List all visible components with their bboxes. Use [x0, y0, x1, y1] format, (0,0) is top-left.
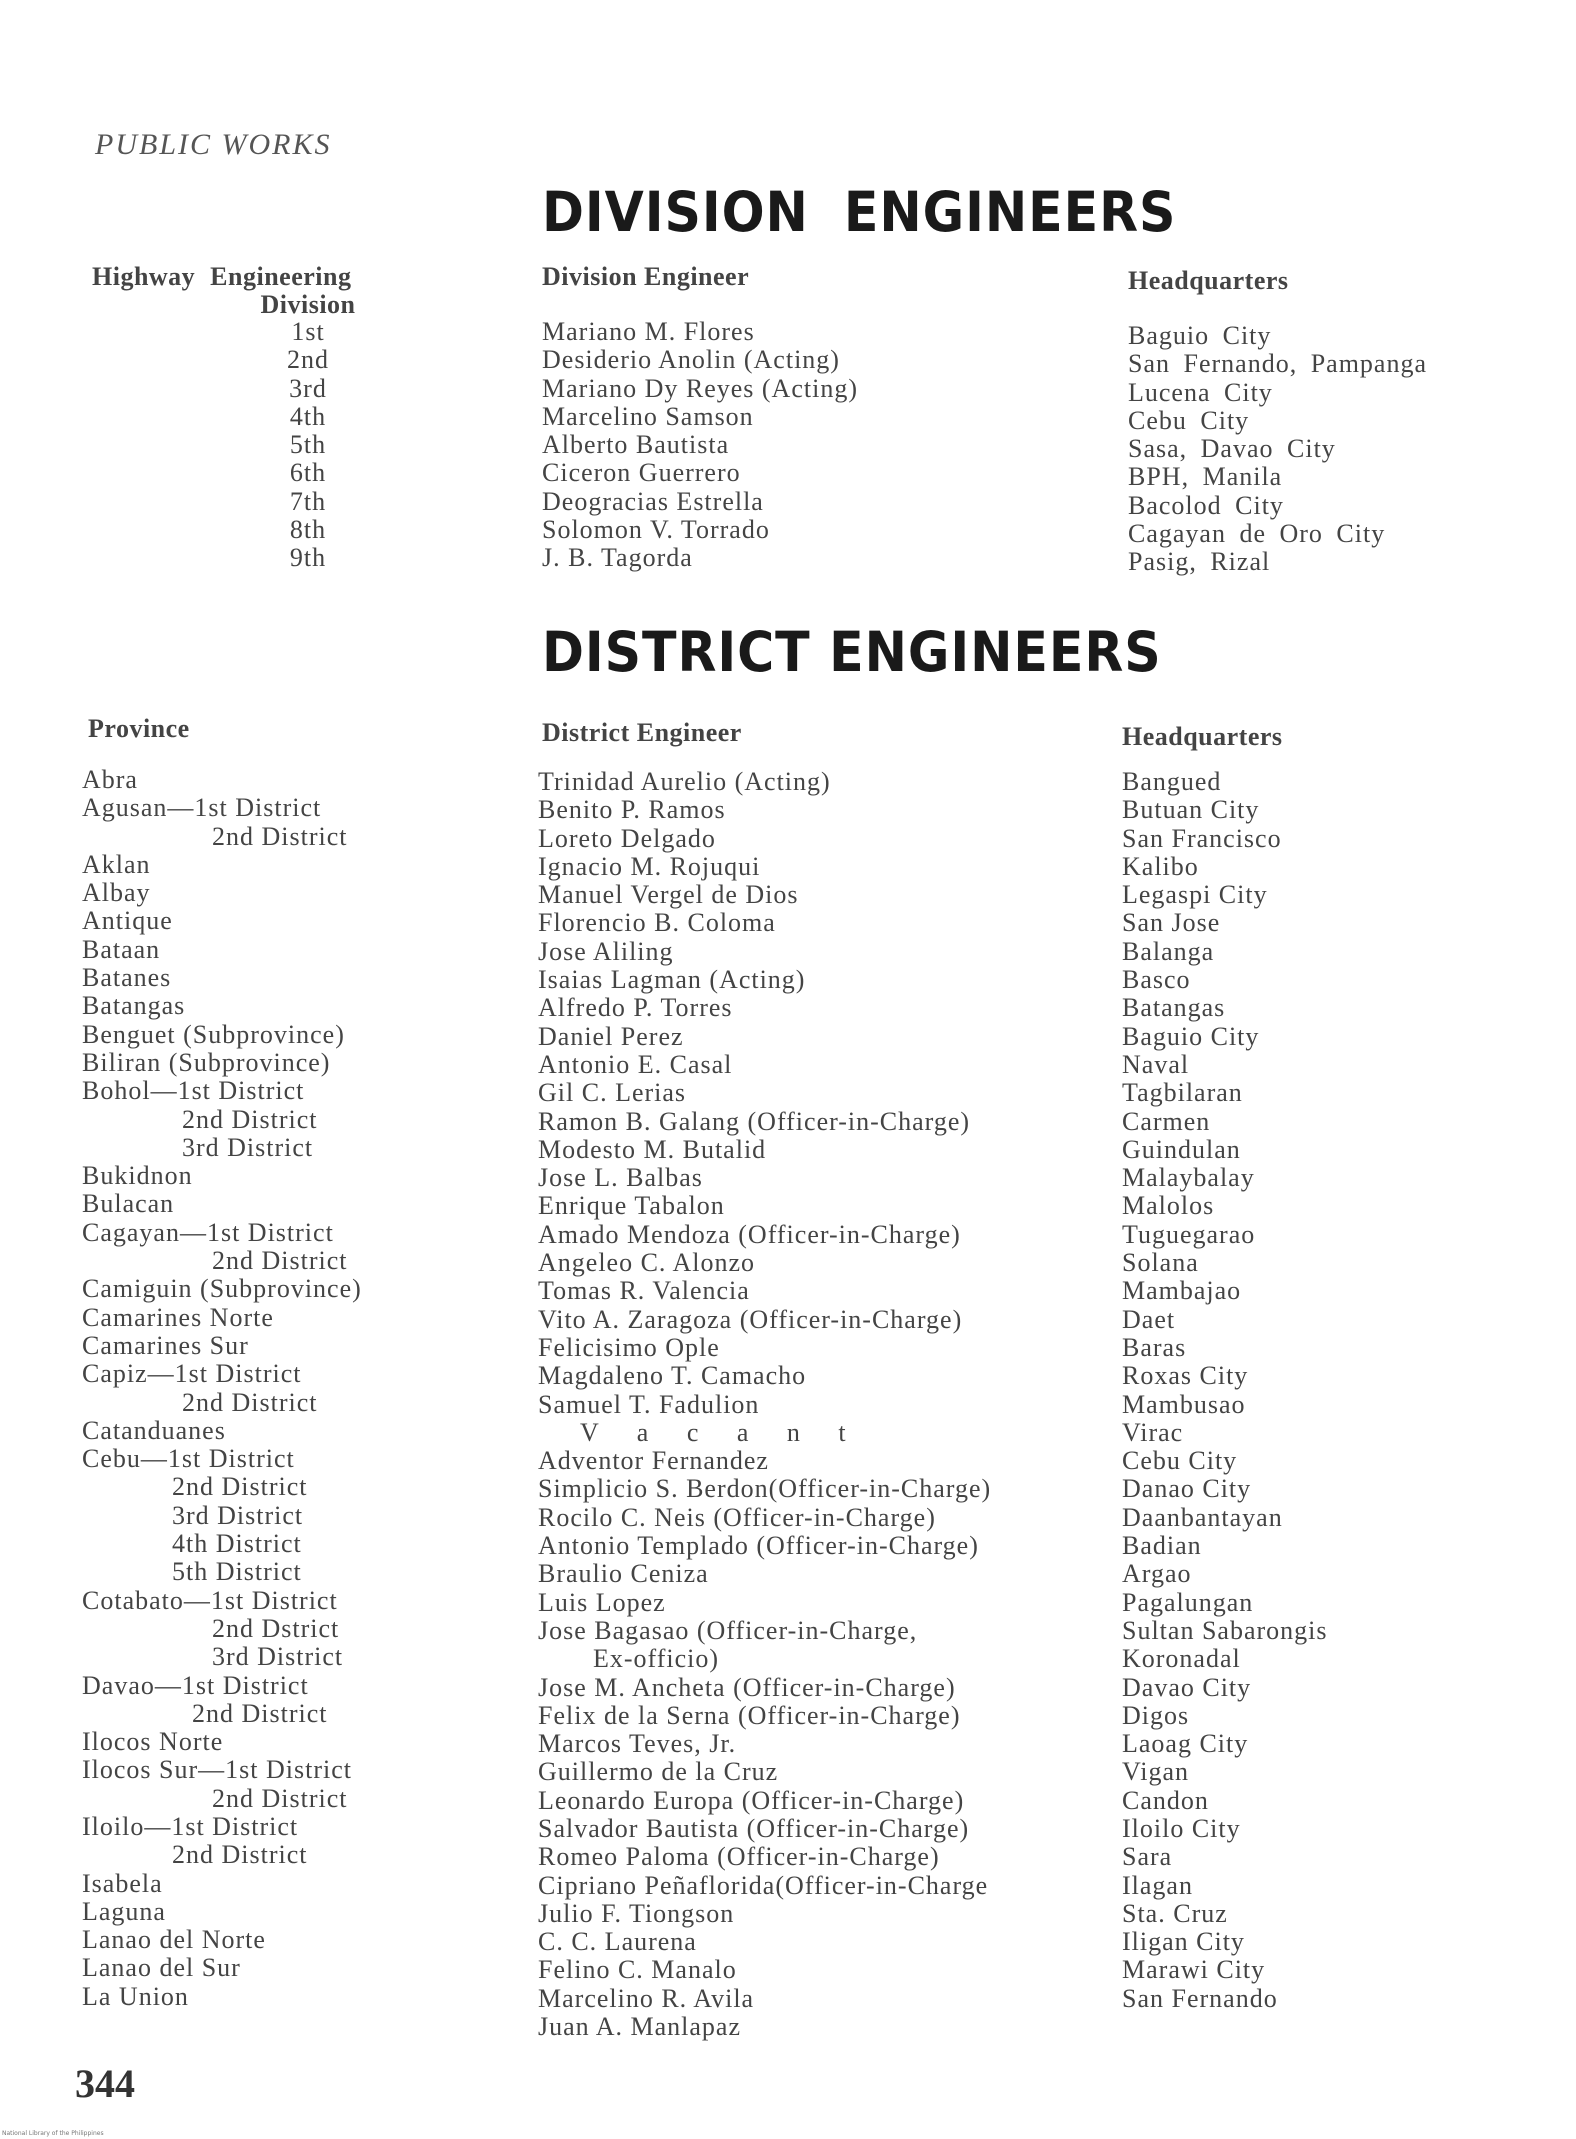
district-headquarters: Sara — [1122, 1842, 1173, 1872]
district-headquarters: Baras — [1122, 1332, 1187, 1362]
district-headquarters: San Jose — [1122, 908, 1221, 938]
division-number: 6th — [289, 458, 327, 488]
district-engineer-name: Daniel Perez — [538, 1021, 684, 1051]
division-engineer-name: Mariano Dy Reyes (Acting) — [542, 373, 858, 403]
district-headquarters: Badian — [1122, 1531, 1202, 1561]
province-name: 5th District — [172, 1557, 302, 1587]
province-name: Camarines Norte — [82, 1302, 274, 1332]
district-headquarters: Kalibo — [1122, 851, 1199, 881]
division-engineers-title: DIVISION ENGINEERS — [542, 180, 1177, 244]
district-engineer-name: Benito P. Ramos — [538, 795, 726, 825]
province-name: Bukidnon — [82, 1161, 193, 1191]
district-engineers-title: DISTRICT ENGINEERS — [542, 620, 1162, 684]
province-name: Benguet (Subprovince) — [82, 1019, 345, 1049]
district-headquarters: Solana — [1122, 1248, 1199, 1278]
district-engineer-name: Cipriano Peñaflorida(Officer-in-Charge — [538, 1870, 989, 1900]
province-name: Iloilo—1st District — [82, 1811, 299, 1841]
district-engineer-name: Enrique Tabalon — [538, 1191, 725, 1221]
province-name: Camiguin (Subprovince) — [82, 1274, 362, 1304]
district-engineer-name: Magdaleno T. Camacho — [538, 1361, 807, 1391]
province-name: 2nd District — [212, 1783, 348, 1813]
district-engineer-name: Jose Bagasao (Officer-in-Charge, — [538, 1615, 918, 1645]
province-name: Batangas — [82, 991, 186, 1021]
division-headquarters: Baguio City — [1128, 321, 1272, 350]
district-engineer-name: Adventor Fernandez — [538, 1446, 769, 1476]
district-headquarters: Naval — [1122, 1049, 1190, 1079]
province-name: 2nd District — [182, 1387, 318, 1417]
district-headquarters: Tuguegarao — [1122, 1219, 1256, 1249]
district-headquarters: Malaybalay — [1122, 1163, 1255, 1193]
province-name: 2nd Dstrict — [212, 1613, 340, 1643]
district-engineer-name: Tomas R. Valencia — [538, 1276, 750, 1306]
district-engineer-name: Antonio E. Casal — [538, 1049, 733, 1079]
district-headquarters: Vigan — [1122, 1757, 1189, 1787]
district-headquarters: Legaspi City — [1122, 880, 1268, 910]
division-engineer-name: Mariano M. Flores — [542, 317, 755, 346]
district-headquarters: Guindulan — [1122, 1134, 1241, 1164]
province-name: Aklan — [82, 849, 151, 879]
province-name: Bulacan — [82, 1189, 175, 1219]
district-hq-header: Headquarters — [1122, 722, 1283, 751]
district-headquarters: Basco — [1122, 965, 1191, 995]
district-engineer-name: Jose M. Ancheta (Officer-in-Charge) — [538, 1672, 956, 1702]
district-headquarters: San Francisco — [1122, 823, 1282, 853]
district-headquarters: Daet — [1122, 1304, 1176, 1334]
division-number: 1st — [291, 317, 325, 346]
district-headquarters: Daanbantayan — [1122, 1502, 1283, 1532]
division-engineer-name: Marcelino Samson — [542, 401, 754, 431]
division-headquarters: Sasa, Davao City — [1128, 434, 1336, 464]
district-engineer-name: Isaias Lagman (Acting) — [538, 965, 806, 995]
district-engineer-name: Marcos Teves, Jr. — [538, 1729, 737, 1759]
division-headquarters: Pasig, Rizal — [1128, 547, 1271, 577]
division-number: 8th — [289, 515, 327, 545]
division-number-list — [258, 318, 358, 573]
district-headquarters: Mambusao — [1122, 1389, 1246, 1419]
province-name: Cotabato—1st District — [82, 1585, 338, 1615]
province-name: Agusan—1st District — [82, 793, 322, 823]
district-headquarters: Bangued — [1122, 767, 1222, 796]
division-col1-header-line2: Division — [260, 290, 356, 319]
province-name: 2nd District — [192, 1698, 328, 1728]
province-name: Catanduanes — [82, 1415, 226, 1445]
division-number: 7th — [289, 486, 327, 516]
province-name: Biliran (Subprovince) — [82, 1047, 331, 1077]
district-engineer-name: Manuel Vergel de Dios — [538, 880, 799, 910]
province-name: 2nd District — [182, 1104, 318, 1134]
province-name: La Union — [82, 1981, 189, 2011]
district-headquarters: Iloilo City — [1122, 1813, 1241, 1843]
district-engineer-name: Samuel T. Fadulion — [538, 1389, 760, 1419]
district-engineer-name: Guillermo de la Cruz — [538, 1757, 779, 1787]
district-headquarters: Balanga — [1122, 936, 1215, 966]
district-engineer-name: Simplicio S. Berdon(Officer-in-Charge) — [538, 1474, 992, 1504]
province-header: Province — [88, 714, 190, 743]
district-engineer-name: Julio F. Tiongson — [538, 1898, 735, 1928]
district-headquarters: Candon — [1122, 1785, 1209, 1815]
district-engineer-name: Juan A. Manlapaz — [538, 2012, 742, 2042]
division-engineer-name: Solomon V. Torrado — [542, 515, 770, 545]
district-headquarters: Roxas City — [1122, 1361, 1249, 1391]
district-engineer-name: Leonardo Europa (Officer-in-Charge) — [538, 1785, 965, 1815]
division-number: 9th — [289, 543, 327, 573]
district-headquarters: Malolos — [1122, 1191, 1215, 1221]
district-headquarters: Batangas — [1122, 993, 1226, 1023]
province-name: 2nd District — [172, 1472, 308, 1502]
division-number: 4th — [289, 401, 327, 431]
district-engineer-name: Amado Mendoza (Officer-in-Charge) — [538, 1219, 961, 1249]
district-headquarters: Sultan Sabarongis — [1122, 1615, 1328, 1645]
district-headquarters: Sta. Cruz — [1122, 1898, 1228, 1928]
district-engineer-name: Ex-officio) — [593, 1644, 720, 1674]
division-number: 5th — [289, 430, 327, 460]
division-engineer-name: J. B. Tagorda — [542, 543, 693, 573]
district-engineer-name: Alfredo P. Torres — [538, 993, 733, 1023]
province-name: Batanes — [82, 963, 172, 993]
footer-note: National Library of the Philippines — [2, 2130, 104, 2137]
division-col1-header: Highway Engineering — [92, 262, 352, 291]
district-headquarters: Butuan City — [1122, 795, 1260, 825]
district-engineer-name: Marcelino R. Avila — [538, 1983, 755, 2013]
division-hq-list — [1128, 322, 1427, 577]
province-name: 3rd District — [172, 1500, 304, 1530]
section-label: PUBLIC WORKS — [95, 128, 332, 161]
division-hq-header: Headquarters — [1128, 266, 1289, 295]
province-name: Lanao del Norte — [82, 1925, 266, 1955]
district-headquarters: Ilagan — [1122, 1870, 1193, 1900]
province-name: Lanao del Sur — [82, 1953, 241, 1983]
province-name: 2nd District — [212, 821, 348, 851]
district-headquarters: Danao City — [1122, 1474, 1252, 1504]
district-headquarters: Virac — [1122, 1417, 1184, 1447]
district-engineer-name: Angeleo C. Alonzo — [538, 1248, 756, 1278]
district-headquarters: Marawi City — [1122, 1955, 1266, 1985]
province-name: Camarines Sur — [82, 1330, 249, 1360]
district-headquarters: Pagalungan — [1122, 1587, 1254, 1617]
district-headquarters: Laoag City — [1122, 1729, 1249, 1759]
district-engineer-name: Trinidad Aurelio (Acting) — [538, 767, 831, 796]
district-engineer-name: Felino C. Manalo — [538, 1955, 737, 1985]
district-headquarters: Digos — [1122, 1700, 1190, 1730]
division-engineer-header: Division Engineer — [542, 262, 750, 291]
district-engineer-name: Romeo Paloma (Officer-in-Charge) — [538, 1842, 940, 1872]
district-headquarters: Baguio City — [1122, 1021, 1260, 1051]
district-engineer-name: V a c a n t — [580, 1417, 862, 1447]
province-name: Cagayan—1st District — [82, 1217, 334, 1247]
district-engineer-name: Felicisimo Ople — [538, 1332, 720, 1362]
division-engineer-name: Desiderio Anolin (Acting) — [542, 345, 840, 375]
division-headquarters: Cagayan de Oro City — [1128, 519, 1386, 549]
district-engineer-name: Ramon B. Galang (Officer-in-Charge) — [538, 1106, 971, 1136]
division-headquarters: Lucena City — [1128, 377, 1273, 407]
division-headquarters: Cebu City — [1128, 405, 1250, 435]
district-engineer-name: Modesto M. Butalid — [538, 1134, 767, 1164]
province-name: Cebu—1st District — [82, 1444, 295, 1474]
district-engineer-name: Luis Lopez — [538, 1587, 666, 1617]
district-engineer-header: District Engineer — [542, 718, 742, 747]
district-headquarters: Carmen — [1122, 1106, 1211, 1136]
district-headquarters: Iligan City — [1122, 1927, 1245, 1957]
division-headquarters: San Fernando, Pampanga — [1128, 349, 1428, 379]
province-name: Albay — [82, 878, 151, 908]
province-name: 2nd District — [212, 1246, 348, 1276]
division-number: 3rd — [289, 373, 327, 403]
province-list — [82, 766, 362, 2011]
province-name: Abra — [82, 765, 138, 794]
province-name: 2nd District — [172, 1840, 308, 1870]
district-engineer-name: Antonio Templado (Officer-in-Charge) — [538, 1531, 979, 1561]
division-headquarters: Bacolod City — [1128, 490, 1284, 520]
district-engineer-name: Gil C. Lerias — [538, 1078, 687, 1108]
district-engineer-list — [538, 768, 991, 2041]
province-name: Isabela — [82, 1868, 163, 1898]
division-engineer-name: Alberto Bautista — [542, 430, 730, 460]
district-engineer-name: Ignacio M. Rojuqui — [538, 851, 761, 881]
division-engineer-name: Ciceron Guerrero — [542, 458, 741, 488]
province-name: 3rd District — [212, 1642, 344, 1672]
district-engineer-name: Braulio Ceniza — [538, 1559, 709, 1589]
district-engineer-name: Loreto Delgado — [538, 823, 716, 853]
page-number: 344 — [75, 2061, 135, 2106]
district-headquarters: Argao — [1122, 1559, 1192, 1589]
district-engineer-name: Rocilo C. Neis (Officer-in-Charge) — [538, 1502, 936, 1532]
province-name: Capiz—1st District — [82, 1359, 302, 1389]
district-engineer-name: Jose L. Balbas — [538, 1163, 703, 1193]
district-headquarters: Cebu City — [1122, 1446, 1238, 1476]
province-name: 3rd District — [182, 1132, 314, 1162]
division-engineer-list — [542, 318, 858, 573]
district-headquarters: San Fernando — [1122, 1983, 1278, 2013]
district-engineer-name: Salvador Bautista (Officer-in-Charge) — [538, 1813, 970, 1843]
division-engineer-name: Deogracias Estrella — [542, 486, 764, 516]
district-headquarters: Mambajao — [1122, 1276, 1242, 1306]
district-headquarters: Tagbilaran — [1122, 1078, 1243, 1108]
district-engineer-name: Vito A. Zaragoza (Officer-in-Charge) — [538, 1304, 963, 1334]
district-headquarters: Koronadal — [1122, 1644, 1241, 1674]
province-name: Davao—1st District — [82, 1670, 309, 1700]
province-name: Ilocos Norte — [82, 1727, 224, 1757]
province-name: Bohol—1st District — [82, 1076, 305, 1106]
district-engineer-name: Florencio B. Coloma — [538, 908, 776, 938]
district-engineer-name: Felix de la Serna (Officer-in-Charge) — [538, 1700, 961, 1730]
division-number: 2nd — [287, 345, 329, 375]
district-engineer-name: Jose Aliling — [538, 936, 674, 966]
province-name: Bataan — [82, 934, 161, 964]
district-headquarters: Davao City — [1122, 1672, 1252, 1702]
province-name: Ilocos Sur—1st District — [82, 1755, 352, 1785]
district-hq-list — [1122, 768, 1328, 2013]
province-name: Antique — [82, 906, 173, 936]
division-headquarters: BPH, Manila — [1128, 462, 1283, 492]
province-name: 4th District — [172, 1529, 302, 1559]
district-engineer-name: C. C. Laurena — [538, 1927, 697, 1957]
province-name: Laguna — [82, 1896, 166, 1926]
